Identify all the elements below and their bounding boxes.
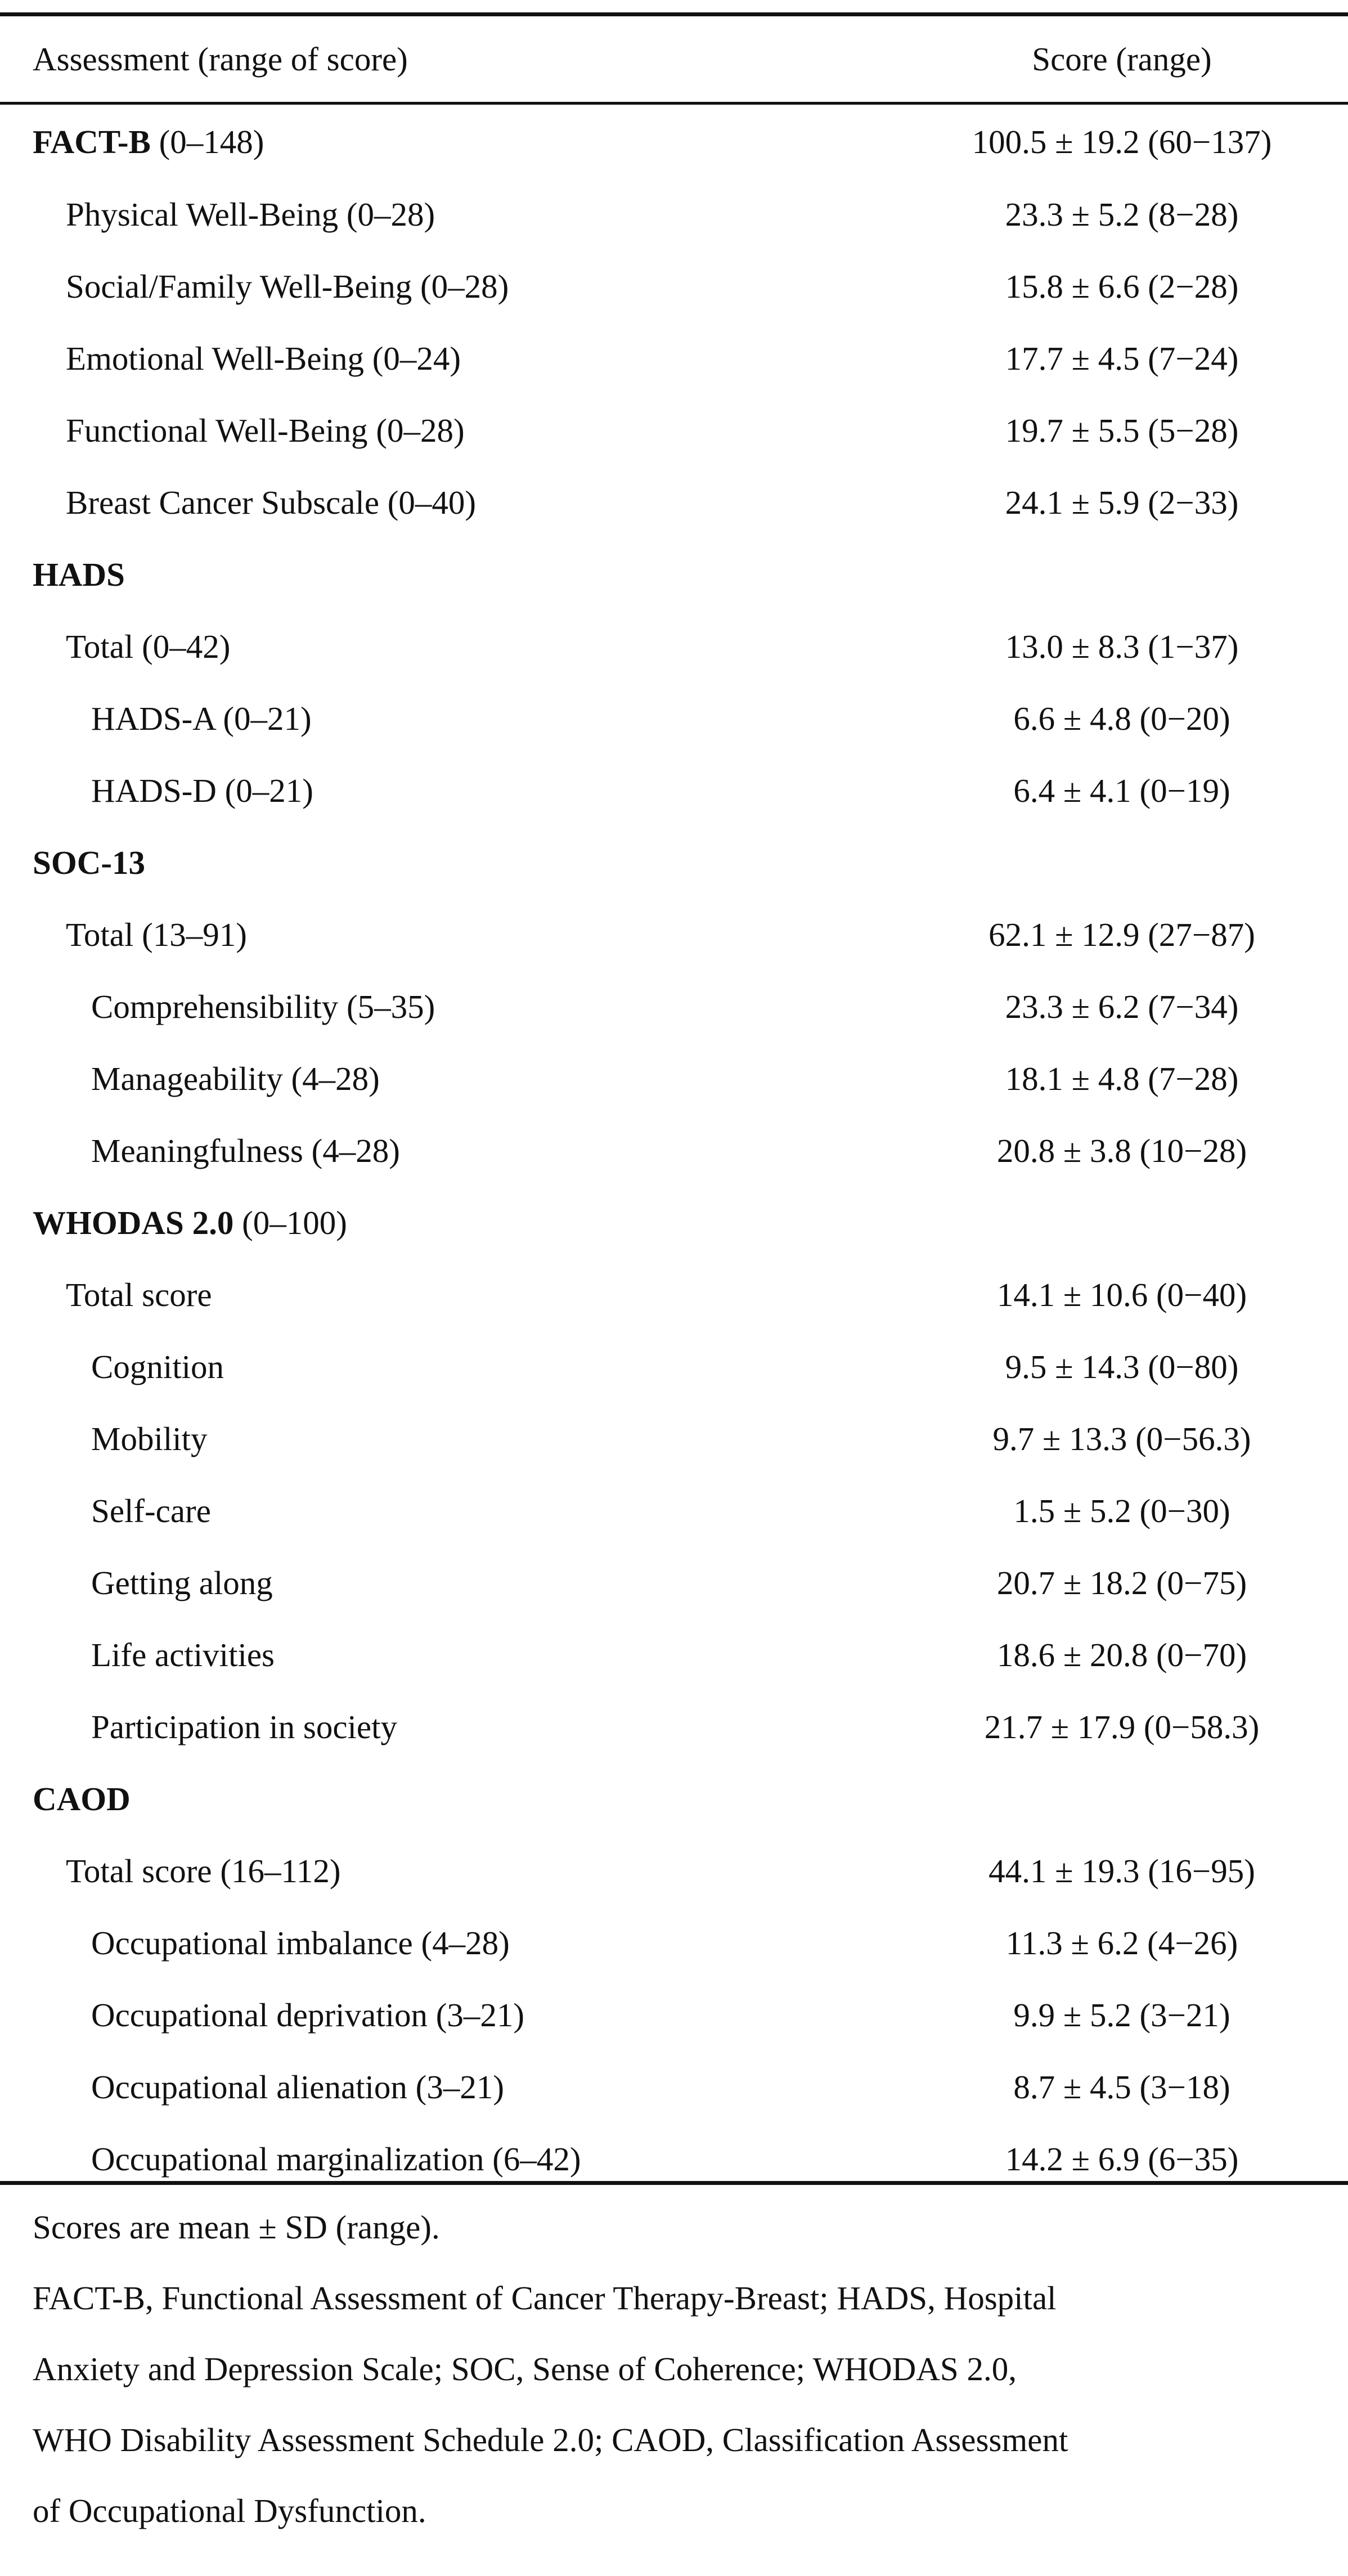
table-row <box>0 1331 1348 1403</box>
score-value: 24.1 ± 5.9 (2−33) <box>1005 483 1239 521</box>
score-value: 20.8 ± 3.8 (10−28) <box>996 1132 1247 1169</box>
table-row <box>0 250 1348 322</box>
table-row <box>0 538 1348 611</box>
assessment-cell <box>0 1979 844 2051</box>
assessment-name: SOC-13 <box>33 843 145 881</box>
assessment-name: CAOD <box>33 1780 131 1817</box>
score-value: 9.7 ± 13.3 (0−56.3) <box>992 1420 1251 1457</box>
assessment-range: (3–21) <box>427 1996 525 2034</box>
assessment-cell <box>0 683 844 755</box>
score-cell <box>844 971 1348 1043</box>
assessment-name: Life activities <box>91 1636 275 1673</box>
table-row <box>0 1763 1348 1835</box>
assessment-cell <box>0 1043 844 1115</box>
table-row <box>0 1403 1348 1475</box>
assessment-name: Occupational marginalization <box>91 2140 484 2178</box>
assessment-cell <box>0 611 844 683</box>
score-cell <box>844 538 1348 611</box>
assessment-cell <box>0 1331 844 1403</box>
assessment-name: Cognition <box>91 1348 224 1385</box>
assessment-name: Occupational imbalance <box>91 1924 413 1962</box>
score-cell <box>844 322 1348 394</box>
assessment-name: Total score <box>66 1852 212 1890</box>
score-cell <box>844 1691 1348 1763</box>
score-value: 9.9 ± 5.2 (3−21) <box>1013 1996 1230 2034</box>
assessment-range: (0–24) <box>364 339 461 377</box>
assessment-name: Total <box>66 915 134 953</box>
table-row <box>0 971 1348 1043</box>
assessment-range: (5–35) <box>338 988 435 1025</box>
score-cell <box>844 755 1348 827</box>
score-cell <box>844 1619 1348 1691</box>
assessment-range: (13–91) <box>133 915 247 953</box>
score-value: 18.1 ± 4.8 (7−28) <box>1005 1060 1239 1097</box>
score-value: 6.6 ± 4.8 (0−20) <box>1013 699 1230 737</box>
score-cell <box>844 1475 1348 1547</box>
score-cell <box>844 1979 1348 2051</box>
score-cell <box>844 1907 1348 1979</box>
assessment-cell <box>0 1187 844 1259</box>
score-value: 20.7 ± 18.2 (0−75) <box>996 1564 1247 1601</box>
table-row <box>0 322 1348 394</box>
score-value: 13.0 ± 8.3 (1−37) <box>1005 627 1239 665</box>
footnote-line: Scores are mean ± SD (range). <box>33 2209 440 2246</box>
assessment-cell <box>0 322 844 394</box>
table-top-rule <box>0 12 1348 16</box>
assessment-range: (0–42) <box>133 627 231 665</box>
assessment-name: Emotional Well-Being <box>66 339 364 377</box>
assessment-cell <box>0 1547 844 1619</box>
assessment-name: Occupational alienation <box>91 2068 407 2106</box>
score-cell <box>844 1259 1348 1331</box>
assessment-scores-table <box>0 16 1348 2195</box>
score-cell <box>844 1331 1348 1403</box>
score-cell <box>844 102 1348 178</box>
assessment-cell <box>0 827 844 899</box>
assessment-range: (0–21) <box>216 771 313 809</box>
assessment-name: Functional Well-Being <box>66 411 368 449</box>
assessment-name: FACT-B <box>33 123 151 160</box>
assessment-range: (0–28) <box>367 411 465 449</box>
table-row <box>0 1187 1348 1259</box>
table-row <box>0 466 1348 538</box>
assessment-range: (4–28) <box>282 1060 380 1097</box>
assessment-range: (0–28) <box>338 195 435 233</box>
table-row <box>0 1547 1348 1619</box>
score-cell <box>844 466 1348 538</box>
assessment-cell <box>0 102 844 178</box>
table-row <box>0 755 1348 827</box>
score-value: 6.4 ± 4.1 (0−19) <box>1013 771 1230 809</box>
score-value: 8.7 ± 4.5 (3−18) <box>1013 2068 1230 2106</box>
assessment-cell <box>0 971 844 1043</box>
table-row <box>0 611 1348 683</box>
table-row <box>0 683 1348 755</box>
table-row <box>0 1691 1348 1763</box>
assessment-cell <box>0 1763 844 1835</box>
score-cell <box>844 1547 1348 1619</box>
assessment-name: Occupational deprivation <box>91 1996 428 2034</box>
score-cell <box>844 1115 1348 1187</box>
score-cell <box>844 1187 1348 1259</box>
table-row <box>0 1115 1348 1187</box>
assessment-range: (16–112) <box>212 1852 341 1890</box>
score-cell <box>844 394 1348 466</box>
score-value: 14.1 ± 10.6 (0−40) <box>996 1276 1247 1313</box>
table-bottom-rule <box>0 2181 1348 2185</box>
score-cell <box>844 1763 1348 1835</box>
footnote-line: Anxiety and Depression Scale; SOC, Sense of Coherence; WHODAS 2.0, <box>33 2350 1017 2387</box>
assessment-cell <box>0 1907 844 1979</box>
assessment-name: Social/Family Well-Being <box>66 267 412 305</box>
footnote-line: of Occupational Dysfunction. <box>33 2492 426 2529</box>
assessment-cell <box>0 1115 844 1187</box>
score-value: 1.5 ± 5.2 (0−30) <box>1013 1492 1230 1529</box>
assessment-name: Physical Well-Being <box>66 195 339 233</box>
assessment-cell <box>0 1403 844 1475</box>
score-value: 15.8 ± 6.6 (2−28) <box>1005 267 1239 305</box>
assessment-range: (0–148) <box>150 123 264 160</box>
score-value: 18.6 ± 20.8 (0−70) <box>996 1636 1247 1673</box>
score-value: 19.7 ± 5.5 (5−28) <box>1005 411 1239 449</box>
score-cell <box>844 1835 1348 1907</box>
score-cell <box>844 611 1348 683</box>
table-row <box>0 394 1348 466</box>
column-header-score <box>844 16 1348 102</box>
assessment-cell <box>0 1691 844 1763</box>
assessment-cell <box>0 1475 844 1547</box>
assessment-name: Total <box>66 627 134 665</box>
score-cell <box>844 2051 1348 2123</box>
assessment-range: (0–21) <box>214 699 312 737</box>
score-cell <box>844 250 1348 322</box>
assessment-range: (0–40) <box>379 483 477 521</box>
assessment-name: Participation in society <box>91 1708 397 1745</box>
assessment-cell <box>0 178 844 250</box>
assessment-name: Comprehensibility <box>91 988 339 1025</box>
score-value: 14.2 ± 6.9 (6−35) <box>1005 2140 1239 2178</box>
assessment-name: HADS-A <box>91 699 215 737</box>
assessment-name: Total score <box>66 1276 212 1313</box>
score-value: 21.7 ± 17.9 (0−58.3) <box>984 1708 1260 1745</box>
score-value: 9.5 ± 14.3 (0−80) <box>1005 1348 1239 1385</box>
table-row <box>0 2051 1348 2123</box>
assessment-range: (4–28) <box>412 1924 510 1962</box>
footnote-line: FACT-B, Functional Assessment of Cancer Therapy-Breast; HADS, Hospital <box>33 2279 1057 2317</box>
assessment-cell <box>0 538 844 611</box>
score-value: 23.3 ± 5.2 (8−28) <box>1005 195 1239 233</box>
table-row <box>0 1259 1348 1331</box>
assessment-name: Manageability <box>91 1060 283 1097</box>
column-header-assessment: Assessment (range of score) <box>33 40 408 78</box>
table-header-row <box>0 16 1348 102</box>
table-footnotes <box>33 2192 1327 2546</box>
assessment-name: HADS-D <box>91 771 217 809</box>
score-value: 23.3 ± 6.2 (7−34) <box>1005 988 1239 1025</box>
assessment-name: Breast Cancer Subscale <box>66 483 380 521</box>
table-row <box>0 1835 1348 1907</box>
score-cell <box>844 1403 1348 1475</box>
score-value: 17.7 ± 4.5 (7−24) <box>1005 339 1239 377</box>
table-row <box>0 1043 1348 1115</box>
assessment-cell <box>0 899 844 971</box>
assessment-name: HADS <box>33 555 125 593</box>
assessment-range: (4–28) <box>303 1132 400 1169</box>
assessment-name: WHODAS 2.0 <box>33 1204 234 1241</box>
score-value: 62.1 ± 12.9 (27−87) <box>988 915 1255 953</box>
score-cell <box>844 178 1348 250</box>
column-header-score-label: Score (range) <box>1032 40 1212 78</box>
table-row <box>0 1475 1348 1547</box>
footnote-line: WHO Disability Assessment Schedule 2.0; CAOD, Classification Assessment <box>33 2421 1068 2458</box>
table-row <box>0 827 1348 899</box>
assessment-cell <box>0 394 844 466</box>
score-cell <box>844 899 1348 971</box>
score-cell <box>844 827 1348 899</box>
assessment-cell <box>0 250 844 322</box>
table-row <box>0 1907 1348 1979</box>
table-row <box>0 102 1348 178</box>
assessment-cell <box>0 1835 844 1907</box>
assessment-range: (3–21) <box>407 2068 504 2106</box>
assessment-cell <box>0 2051 844 2123</box>
assessment-range: (0–28) <box>412 267 509 305</box>
assessment-cell <box>0 1259 844 1331</box>
score-value: 100.5 ± 19.2 (60−137) <box>972 123 1272 160</box>
assessment-name: Mobility <box>91 1420 208 1457</box>
table-row <box>0 1979 1348 2051</box>
assessment-cell <box>0 466 844 538</box>
assessment-name: Self-care <box>91 1492 211 1529</box>
table-row <box>0 1619 1348 1691</box>
assessment-range: (0–100) <box>233 1204 347 1241</box>
assessment-name: Meaningfulness <box>91 1132 303 1169</box>
assessment-cell <box>0 755 844 827</box>
score-value: 44.1 ± 19.3 (16−95) <box>988 1852 1255 1890</box>
assessment-cell <box>0 1619 844 1691</box>
assessment-range: (6–42) <box>484 2140 581 2178</box>
table-body <box>0 16 1348 2195</box>
score-cell <box>844 1043 1348 1115</box>
assessment-name: Getting along <box>91 1564 273 1601</box>
table-row <box>0 899 1348 971</box>
table-row <box>0 178 1348 250</box>
score-cell <box>844 683 1348 755</box>
score-value: 11.3 ± 6.2 (4−26) <box>1005 1924 1238 1962</box>
